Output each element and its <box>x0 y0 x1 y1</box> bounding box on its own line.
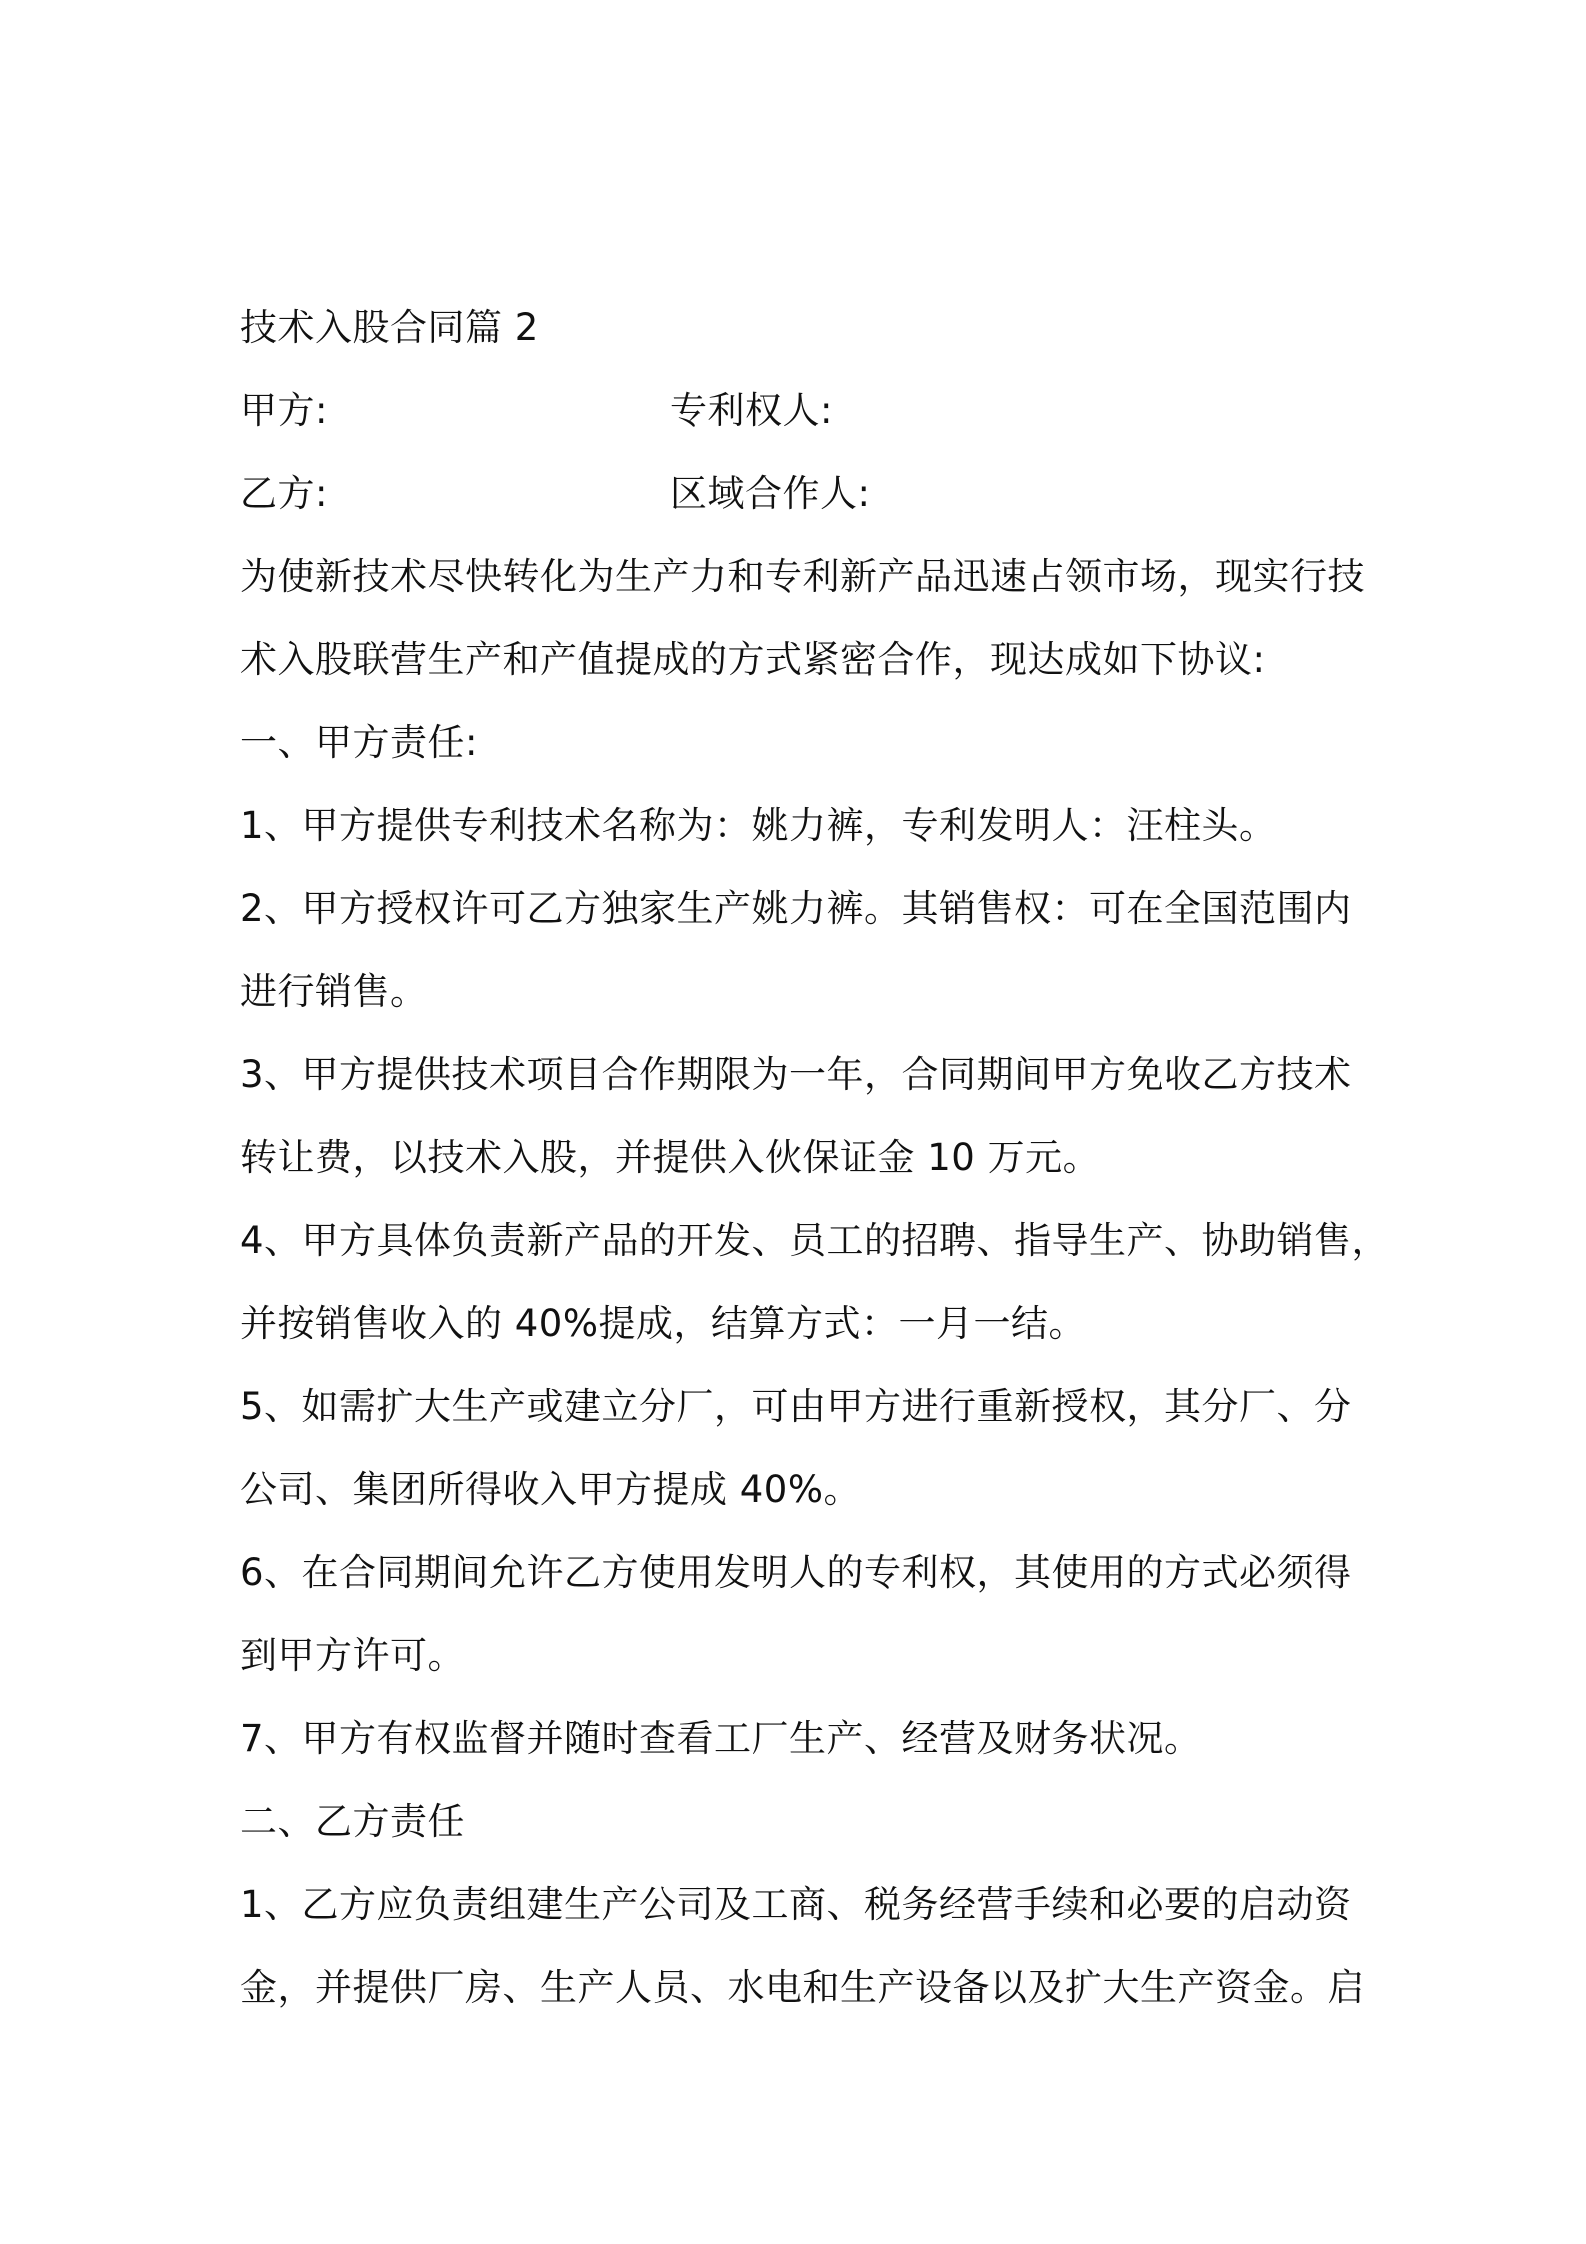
text-line: 进行销售。 <box>240 970 428 1013</box>
patent-holder-label: 专利权人: <box>670 389 833 432</box>
party-b-row <box>240 452 1370 535</box>
section-heading: 二、乙方责任 <box>240 1800 465 1843</box>
party-a-label: 甲方: <box>240 389 328 432</box>
text-line: 并按销售收入的 40%提成，结算方式：一月一结。 <box>240 1302 1086 1345</box>
document-title: 技术入股合同篇 2 <box>240 306 539 349</box>
text-line: 公司、集团所得收入甲方提成 40%。 <box>240 1468 861 1511</box>
text-line: 术入股联营生产和产值提成的方式紧密合作，现达成如下协议: <box>240 638 1266 681</box>
text-line: 金，并提供厂房、生产人员、水电和生产设备以及扩大生产资金。启 <box>240 1966 1365 2009</box>
text-line: 到甲方许可。 <box>240 1634 465 1677</box>
text-line: 7、甲方有权监督并随时查看工厂生产、经营及财务状况。 <box>240 1717 1202 1760</box>
text-line: 1、乙方应负责组建生产公司及工商、税务经营手续和必要的启动资 <box>240 1883 1352 1926</box>
text-line: 转让费，以技术入股，并提供入伙保证金 10 万元。 <box>240 1136 1101 1179</box>
document-body <box>240 286 1390 2029</box>
text-line: 1、甲方提供专利技术名称为：姚力裤，专利发明人：汪柱头。 <box>240 804 1277 847</box>
regional-partner-label: 区域合作人: <box>670 472 871 515</box>
text-line: 2、甲方授权许可乙方独家生产姚力裤。其销售权：可在全国范围内 <box>240 887 1352 930</box>
text-line: 5、如需扩大生产或建立分厂，可由甲方进行重新授权，其分厂、分 <box>240 1385 1352 1428</box>
text-line: 3、甲方提供技术项目合作期限为一年，合同期间甲方免收乙方技术 <box>240 1053 1352 1096</box>
text-line: 6、在合同期间允许乙方使用发明人的专利权，其使用的方式必须得 <box>240 1551 1352 1594</box>
section-heading: 一、甲方责任: <box>240 721 478 764</box>
party-a-row <box>240 369 1370 452</box>
text-line: 4、甲方具体负责新产品的开发、员工的招聘、指导生产、协助销售， <box>240 1219 1390 1262</box>
text-line: 为使新技术尽快转化为生产力和专利新产品迅速占领市场，现实行技 <box>240 555 1365 598</box>
party-b-label: 乙方: <box>240 472 328 515</box>
